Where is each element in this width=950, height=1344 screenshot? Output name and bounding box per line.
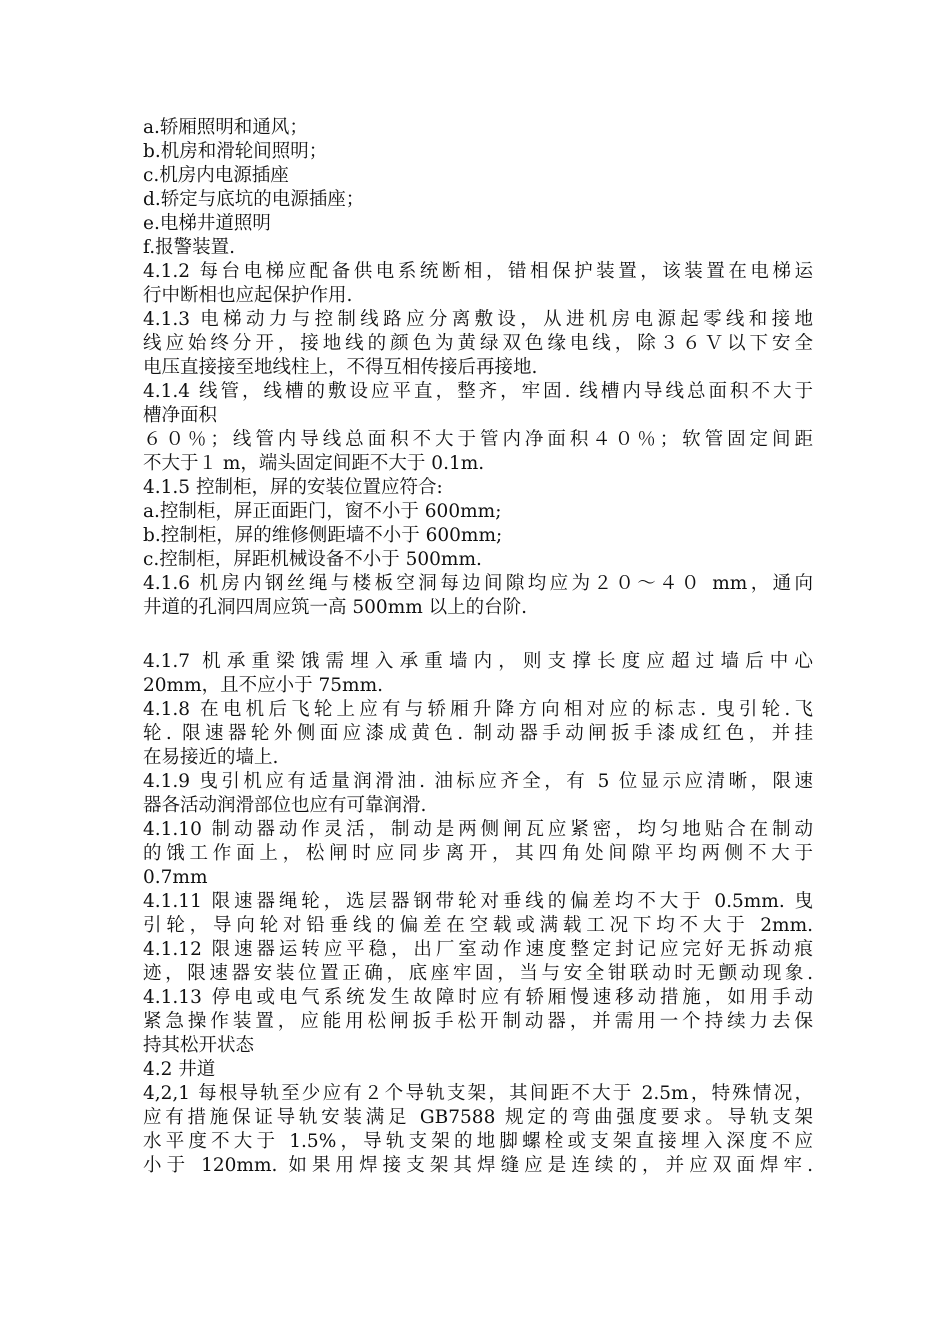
paragraph-line: 在易接近的墙上. xyxy=(143,747,279,768)
paragraph-line: 轮. 限速器轮外侧面应漆成黄色. 制动器手动闸扳手漆成红色，并挂 xyxy=(143,723,813,744)
paragraph-line: b.机房和滑轮间照明； xyxy=(143,141,328,162)
paragraph-line: 4.1.2 每台电梯应配备供电系统断相，错相保护装置，该装置在电梯运 xyxy=(143,261,813,282)
paragraph-line: 4.1.8 在电机后飞轮上应有与轿厢升降方向相对应的标志. 曳引轮.飞 xyxy=(143,699,813,720)
paragraph-line: 4.1.12 限速器运转应平稳，出厂室动作速度整定封记应完好无拆动痕 xyxy=(143,939,813,960)
paragraph-line: 4.1.3 电梯动力与控制线路应分离敷设，从进机房电源起零线和接地 xyxy=(143,309,813,330)
paragraph-line: 引轮，导向轮对铅垂线的偏差在空载或满载工况下均不大于 2mm. xyxy=(143,915,813,936)
paragraph-line: 4.1.9 曳引机应有适量润滑油. 油标应齐全，有 5 位显示应清晰，限速 xyxy=(143,771,813,792)
paragraph-line: 井道的孔洞四周应筑一高 500mm 以上的台阶. xyxy=(143,597,528,618)
paragraph-line: 行中断相也应起保护作用. xyxy=(143,285,353,306)
paragraph-line: 器各活动润滑部位也应有可靠润滑. xyxy=(143,795,427,816)
paragraph-line: e.电梯井道照明 xyxy=(143,213,271,234)
paragraph-line: a.轿厢照明和通风； xyxy=(143,117,308,138)
paragraph-line: 紧急操作装置，应能用松闸扳手松开制动器，并需用一个持续力去保 xyxy=(143,1011,813,1032)
paragraph-line: 持其松开状态 xyxy=(143,1035,255,1056)
paragraph-line: 不大于１ m，端头固定间距不大于 0.1m. xyxy=(143,453,485,474)
paragraph-line: 电压直接接至地线柱上，不得互相传接后再接地. xyxy=(143,357,538,378)
paragraph-line: 4.1.5 控制柜，屏的安装位置应符合: xyxy=(143,477,443,498)
paragraph-line: 迹，限速器安装位置正确，底座牢固，当与安全钳联动时无颤动现象. xyxy=(143,963,813,984)
paragraph-line: 0.7mm xyxy=(143,867,208,888)
paragraph-line: 水平度不大于 1.5%，导轨支架的地脚螺栓或支架直接埋入深度不应 xyxy=(143,1131,813,1152)
paragraph-line: 20mm，且不应小于 75mm. xyxy=(143,675,384,696)
paragraph-line: ６０％；线管内导线总面积不大于管内净面积４０％；软管固定间距 xyxy=(143,429,813,450)
paragraph-line: 槽净面积 xyxy=(143,405,218,426)
paragraph-line: 4.1.4 线管，线槽的敷设应平直，整齐，牢固. 线槽内导线总面积不大于 xyxy=(143,381,813,402)
paragraph-line: 4.1.10 制动器动作灵活，制动是两侧闸瓦应紧密，均匀地贴合在制动 xyxy=(143,819,813,840)
paragraph-line: 4.1.13 停电或电气系统发生故障时应有轿厢慢速移动措施，如用手动 xyxy=(143,987,813,1008)
paragraph-line: 小于 120mm. 如果用焊接支架其焊缝应是连续的，并应双面焊牢. xyxy=(143,1155,813,1176)
paragraph-line: c.机房内电源插座 xyxy=(143,165,289,186)
paragraph-line: 线应始终分开，接地线的颜色为黄绿双色缘电线，除３６Ｖ以下安全 xyxy=(143,333,813,354)
paragraph-line: a.控制柜，屏正面距门，窗不小于 600mm; xyxy=(143,501,502,522)
paragraph-line: 4,2,1 每根导轨至少应有２个导轨支架，其间距不大于 2.5m，特殊情况， xyxy=(143,1083,813,1104)
paragraph-line: 4.1.6 机房内钢丝绳与楼板空洞每边间隙均应为２０～４０ mm，通向 xyxy=(143,573,813,594)
paragraph-line: d.轿定与底坑的电源插座； xyxy=(143,189,365,210)
paragraph-line: 4.2 井道 xyxy=(143,1059,216,1080)
paragraph-line: c.控制柜，屏距机械设备不小于 500mm. xyxy=(143,549,482,570)
paragraph-line: 4.1.7 机承重梁饿需埋入承重墙内，则支撑长度应超过墙后中心 xyxy=(143,651,813,672)
paragraph-line: 4.1.11 限速器绳轮，选层器钢带轮对垂线的偏差均不大于 0.5mm. 曳 xyxy=(143,891,813,912)
paragraph-line: 的饿工作面上，松闸时应同步离开，其四角处间隙平均两侧不大于 xyxy=(143,843,813,864)
paragraph-line: f.报警装置. xyxy=(143,237,235,258)
paragraph-line: 应有措施保证导轨安装满足 GB7588 规定的弯曲强度要求。导轨支架 xyxy=(143,1107,813,1128)
paragraph-line: b.控制柜，屏的维修侧距墙不小于 600mm; xyxy=(143,525,503,546)
